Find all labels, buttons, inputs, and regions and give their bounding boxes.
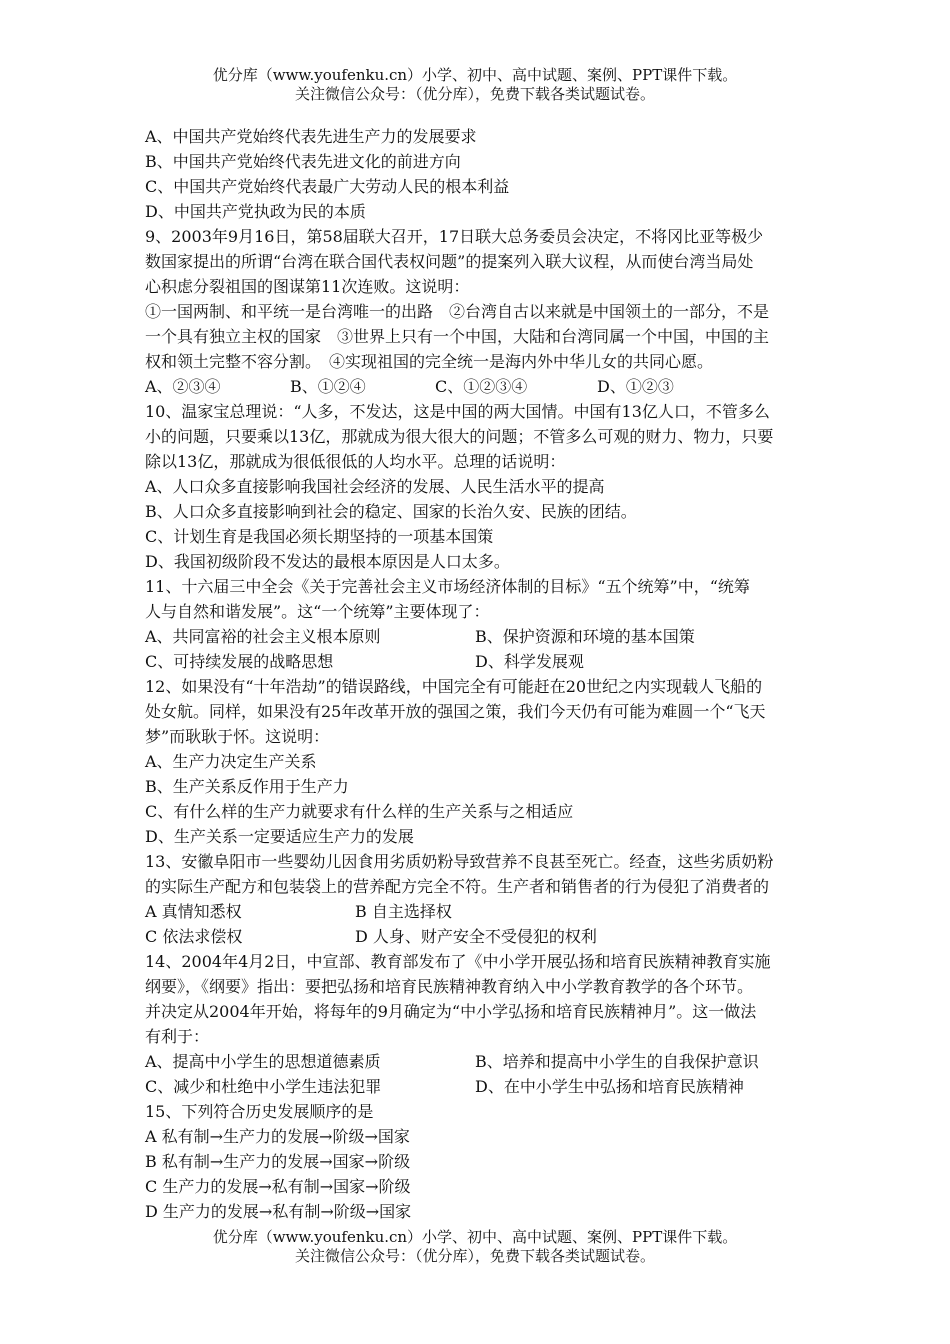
statement-line: 一个具有独立主权的国家 ③世界上只有一个中国，大陆和台湾同属一个中国，中国的主 [145,327,770,346]
question-15 [145,1099,810,1224]
question-stem-line: 数国家提出的所谓“台湾在联合国代表权问题”的提案列入联大议程，从而使台湾当局处 [145,252,754,271]
question-stem-line: 15、下列符合历史发展顺序的是 [145,1102,374,1121]
option-c: C、减少和杜绝中小学生违法犯罪 [145,1077,382,1096]
option-d: D 人身、财产安全不受侵犯的权利 [355,927,597,946]
question-stem-line: 13、安徽阜阳市一些婴幼儿因食用劣质奶粉导致营养不良甚至死亡。经查，这些劣质奶粉 [145,852,774,871]
options-row [145,624,810,649]
option-c: C 依法求偿权 [145,927,243,946]
question-stem-line: 11、十六届三中全会《关于完善社会主义市场经济体制的目标》“五个统筹”中，“统筹 [145,577,750,596]
option-b: B、人口众多直接影响到社会的稳定、国家的长治久安、民族的团结。 [145,502,637,521]
footer-line-1: 优分库（www.youfenku.cn）小学、初中、高中试题、案例、PPT课件下载。 [212,1228,738,1246]
question-stem-line: 心积虑分裂祖国的图谋第11次连败。这说明： [145,277,470,296]
option-d: D 生产力的发展→私有制→阶级→国家 [145,1202,412,1221]
question-stem-line: 小的问题，只要乘以13亿，那就成为很大很大的问题；不管多么可观的财力、物力，只要 [145,427,774,446]
option-a: A、②③④ [145,377,221,396]
option-d: D、①②③ [597,377,674,396]
options-row [145,649,810,674]
question-stem-line: 人与自然和谐发展”。这“一个统筹”主要体现了： [145,602,490,621]
option-a: A、中国共产党始终代表先进生产力的发展要求 [145,127,477,146]
option-d: D、我国初级阶段不发达的最根本原因是人口太多。 [145,552,510,571]
option-b: B、①②④ [290,377,366,396]
question-stem-line: 处女航。同样，如果没有25年改革开放的强国之策，我们今天仍有可能为难圆一个“飞天 [145,702,766,721]
option-a: A、人口众多直接影响我国社会经济的发展、人民生活水平的提高 [145,477,605,496]
footer-line-2: 关注微信公众号：（优分库），免费下载各类试题试卷。 [294,1247,655,1265]
option-c: C、中国共产党始终代表最广大劳动人民的根本利益 [145,177,510,196]
option-a: A、共同富裕的社会主义根本原则 [145,627,381,646]
page-header [0,66,950,104]
options-row [145,1074,810,1099]
question-12 [145,674,810,849]
options-row [145,924,810,949]
question-stem-line: 12、如果没有“十年浩劫”的错误路线，中国完全有可能赶在20世纪之内实现载人飞船的 [145,677,763,696]
page-footer [0,1228,950,1266]
header-line-1: 优分库（www.youfenku.cn）小学、初中、高中试题、案例、PPT课件下载。 [212,66,738,84]
option-c: C、计划生育是我国必须长期坚持的一项基本国策 [145,527,494,546]
question-stem-line: 9、2003年9月16日，第58届联大召开，17日联大总务委员会决定，不将冈比亚等极少 [145,227,764,246]
statement-line: ①一国两制、和平统一是台湾唯一的出路 ②台湾自古以来就是中国领土的一部分，不是 [145,302,770,321]
options-row [145,899,810,924]
option-d: D、中国共产党执政为民的本质 [145,202,366,221]
options-row [145,374,810,399]
question-10 [145,399,810,574]
option-a: A、提高中小学生的思想道德素质 [145,1052,381,1071]
exam-content [145,124,810,1224]
option-c: C、①②③④ [435,377,528,396]
question-stem-line: 的实际生产配方和包装袋上的营养配方完全不符。生产者和销售者的行为侵犯了消费者的 [145,877,770,896]
option-d: D、科学发展观 [475,652,584,671]
option-a: A 真情知悉权 [145,902,242,921]
question-stem-line: 并决定从2004年开始，将每年的9月确定为“中小学弘扬和培育民族精神月”。这一做法 [145,1002,757,1021]
question-stem-line: 10、温家宝总理说：“人多，不发达，这是中国的两大国情。中国有13亿人口，不管多么 [145,402,770,421]
option-c: C、可持续发展的战略思想 [145,652,334,671]
question-stem-line: 有利于： [145,1027,210,1046]
question-13 [145,849,810,949]
statement-line: 权和领土完整不容分割。 ④实现祖国的完全统一是海内外中华儿女的共同心愿。 [145,352,714,371]
options-row [145,1049,810,1074]
option-c: C 生产力的发展→私有制→国家→阶级 [145,1177,411,1196]
option-d: D、在中小学生中弘扬和培育民族精神 [475,1077,744,1096]
question-8-options [145,124,810,224]
header-line-2: 关注微信公众号：（优分库），免费下载各类试题试卷。 [294,85,655,103]
option-a: A 私有制→生产力的发展→阶级→国家 [145,1127,410,1146]
question-stem-line: 纲要》，《纲要》指出：要把弘扬和培育民族精神教育纳入中小学教育教学的各个环节。 [145,977,754,996]
question-stem-line: 梦”而耿耿于怀。这说明： [145,727,330,746]
question-stem-line: 14、2004年4月2日，中宣部、教育部发布了《中小学开展弘扬和培育民族精神教育实施 [145,952,771,971]
option-a: A、生产力决定生产关系 [145,752,317,771]
option-b: B 自主选择权 [355,902,452,921]
option-b: B 私有制→生产力的发展→国家→阶级 [145,1152,411,1171]
question-9 [145,224,810,399]
question-stem-line: 除以13亿，那就成为很低很低的人均水平。总理的话说明： [145,452,566,471]
option-b: B、保护资源和环境的基本国策 [475,627,695,646]
option-b: B、中国共产党始终代表先进文化的前进方向 [145,152,461,171]
option-d: D、生产关系一定要适应生产力的发展 [145,827,414,846]
option-c: C、有什么样的生产力就要求有什么样的生产关系与之相适应 [145,802,574,821]
option-b: B、生产关系反作用于生产力 [145,777,349,796]
question-11 [145,574,810,674]
question-14 [145,949,810,1099]
option-b: B、培养和提高中小学生的自我保护意识 [475,1052,759,1071]
